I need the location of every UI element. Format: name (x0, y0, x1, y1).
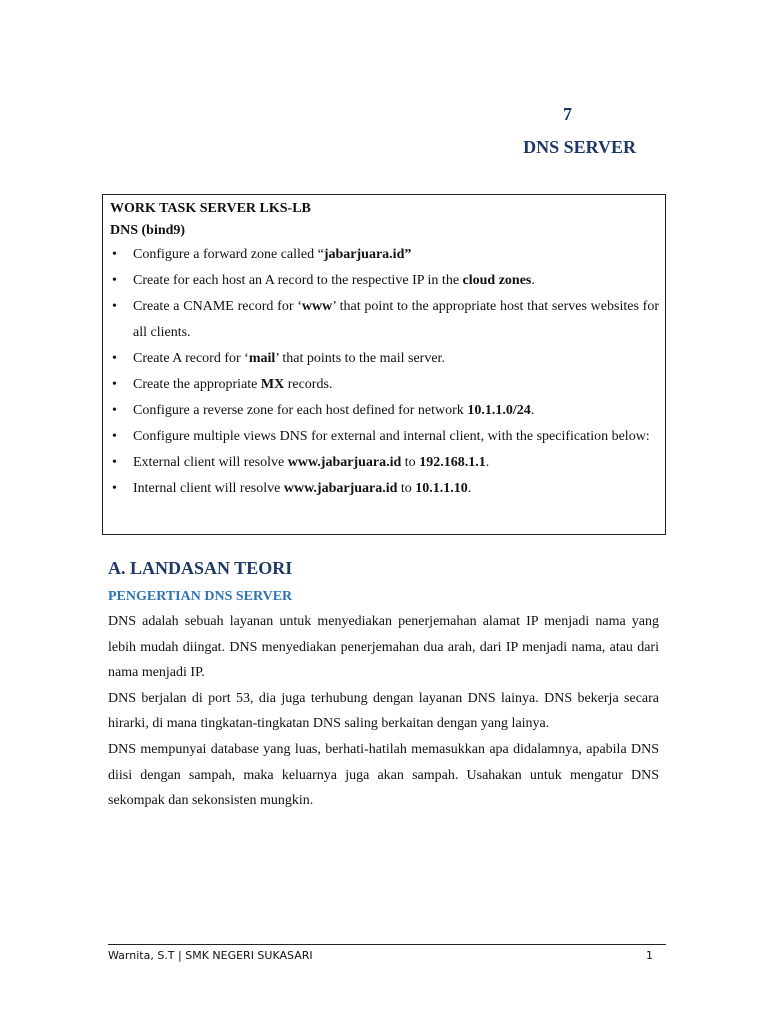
page-number: 1 (646, 949, 653, 962)
footer-author: Warnita, S.T | SMK NEGERI SUKASARI (108, 949, 313, 962)
chapter-number: 7 (563, 104, 572, 124)
task-item-text: to (401, 455, 420, 470)
task-item-emphasis: 192.168.1.1 (419, 455, 486, 470)
task-item-emphasis: cloud zones (462, 273, 532, 288)
task-item-text: Create A record for ‘ (133, 351, 249, 366)
body-text (108, 609, 659, 814)
task-item-text: to (397, 481, 416, 496)
task-item-text: records. (284, 377, 333, 392)
task-subheading: DNS (bind9) (110, 223, 186, 238)
footer-divider (108, 944, 666, 945)
task-list (110, 242, 659, 502)
subsection-title: PENGERTIAN DNS SERVER (108, 589, 293, 604)
task-item (110, 268, 659, 294)
task-item-emphasis: www.jabarjuara.id (283, 481, 398, 496)
task-item-text: . (531, 273, 535, 288)
task-item (110, 476, 659, 502)
paragraph: DNS mempunyai database yang luas, berhati-hatilah memasukkan apa didalamnya, apabila DNS diisi dengan sampah, maka keluarnya juga akan sampah. Usahakan untuk mengatur DNS sekompak dan sekonsisten mungkin. (108, 741, 659, 809)
task-item-text: . (530, 403, 535, 418)
task-item (110, 424, 659, 450)
task-item-text: . (485, 455, 490, 470)
task-item (110, 294, 659, 346)
chapter-title: DNS SERVER (523, 137, 636, 157)
task-heading: WORK TASK SERVER LKS-LB (110, 201, 311, 216)
task-item (110, 398, 659, 424)
task-item-emphasis: 10.1.1.10 (415, 481, 468, 496)
task-item (110, 372, 659, 398)
task-item-text: Configure a reverse zone for each host defined for network (133, 403, 468, 418)
task-item (110, 346, 659, 372)
task-item-text: Internal client will resolve (133, 481, 284, 496)
paragraph: DNS berjalan di port 53, dia juga terhubung dengan layanan DNS lainya. DNS bekerja secara hirarki, di mana tingkatan-tingkatan DNS saling berkaitan dengan yang lainya. (108, 690, 659, 732)
task-item-emphasis: mail (248, 351, 276, 366)
section-title: A. LANDASAN TEORI (108, 558, 293, 578)
task-item-emphasis: www (301, 299, 333, 314)
task-item-emphasis: 10.1.1.0/24 (467, 403, 531, 418)
task-item (110, 450, 659, 476)
work-task-box (102, 194, 666, 535)
task-item-text: Create the appropriate (133, 377, 261, 392)
task-item (110, 242, 659, 268)
task-item-text: ’ that point to the appropriate host that serves websites for all clients. (133, 299, 659, 340)
task-item-emphasis: jabarjuara.id” (323, 247, 412, 262)
paragraph: DNS adalah sebuah layanan untuk menyediakan penerjemahan alamat IP menjadi nama yang lebih mudah diingat. DNS menyediakan penerjemahan dua arah, dari IP menjadi nama, atau dari nama menjadi IP. (108, 614, 659, 681)
task-item-text: Create a CNAME record for ‘ (133, 299, 302, 314)
task-item-emphasis: www.jabarjuara.id (287, 455, 402, 470)
task-item-emphasis: MX (260, 377, 285, 392)
task-item-text: ’ that points to the mail server. (275, 351, 445, 366)
task-item-text: Create for each host an A record to the respective IP in the (133, 273, 463, 288)
task-item-text: Configure a forward zone called “ (133, 247, 324, 262)
task-item-text: Configure multiple views DNS for external and internal client, with the specification below: (133, 429, 650, 444)
task-item-text: External client will resolve (133, 455, 288, 470)
task-item-text: . (467, 481, 472, 496)
